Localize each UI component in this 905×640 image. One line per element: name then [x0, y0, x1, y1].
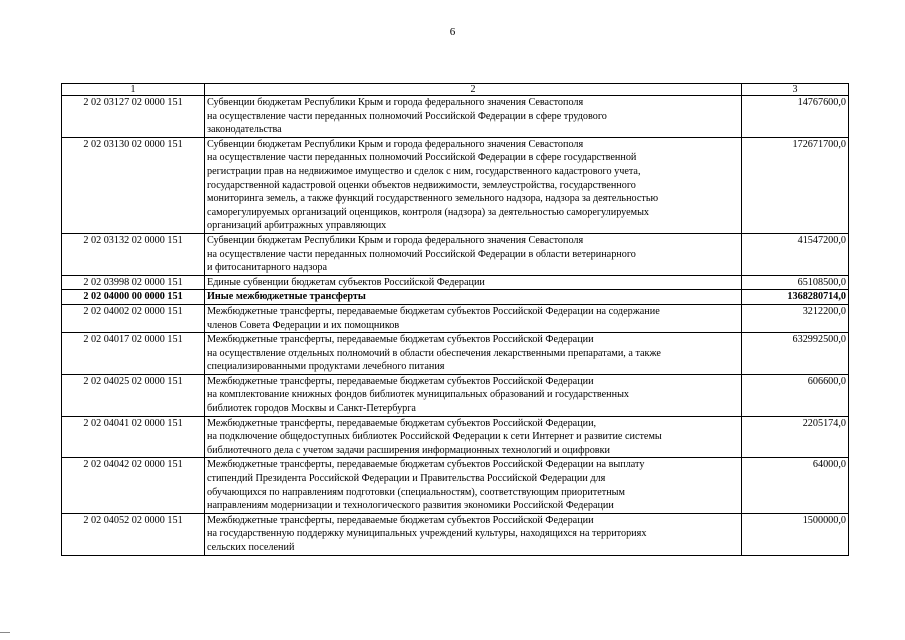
description-cell: Субвенции бюджетам Республики Крым и города федерального значения Севастополя на осуществление части переданных полномочий Российской Федерации в области ветеринарного и фитосанитарного надзора	[205, 233, 742, 275]
budget-code-cell: 2 02 04052 02 0000 151	[62, 513, 205, 555]
amount-cell: 65108500,0	[742, 275, 849, 290]
description-cell: Межбюджетные трансферты, передаваемые бюджетам субъектов Российской Федерации на комплектование книжных фондов библиотек муниципальных образований и государственных библиотек городов Москвы и Санкт-Петербурга	[205, 374, 742, 416]
description-cell: Субвенции бюджетам Республики Крым и города федерального значения Севастополя на осуществление части переданных полномочий Российской Федерации в сфере государственной регистрации прав на недвижимое имущество и сделок с ним, государственного кадастрового учета, государственной кадастровой оценки объектов недвижимости, землеустройства, государственного мониторинга земель, а также функций государственного земельного надзора, надзора за деятельностью саморегулируемых организаций оценщиков, контроля (надзора) за деятельностью саморегулируемых организаций арбитражных управляющих	[205, 137, 742, 233]
budget-code-cell: 2 02 04002 02 0000 151	[62, 304, 205, 332]
table-row	[62, 333, 849, 375]
amount-cell: 3212200,0	[742, 304, 849, 332]
budget-code-cell: 2 02 03127 02 0000 151	[62, 96, 205, 138]
table-row	[62, 233, 849, 275]
table-row	[62, 137, 849, 233]
table-row	[62, 304, 849, 332]
amount-cell: 1500000,0	[742, 513, 849, 555]
amount-cell: 14767600,0	[742, 96, 849, 138]
budget-code-cell: 2 02 04041 02 0000 151	[62, 416, 205, 458]
column-header-description: 2	[205, 84, 742, 96]
amount-cell: 632992500,0	[742, 333, 849, 375]
scan-edge-mark	[0, 632, 10, 633]
table-row	[62, 96, 849, 138]
description-cell: Межбюджетные трансферты, передаваемые бюджетам субъектов Российской Федерации на государственную поддержку муниципальных учреждений культуры, находящихся на территориях сельских поселений	[205, 513, 742, 555]
description-cell: Межбюджетные трансферты, передаваемые бюджетам субъектов Российской Федерации, на подключение общедоступных библиотек Российской Федерации к сети Интернет и развитие системы библиотечного дела с учетом задачи расширения информационных технологий и оцифровки	[205, 416, 742, 458]
description-cell: Межбюджетные трансферты, передаваемые бюджетам субъектов Российской Федерации на содержание членов Совета Федерации и их помощников	[205, 304, 742, 332]
description-cell: Единые субвенции бюджетам субъектов Российской Федерации	[205, 275, 742, 290]
amount-cell: 172671700,0	[742, 137, 849, 233]
budget-code-cell: 2 02 03130 02 0000 151	[62, 137, 205, 233]
table-row-section-total	[62, 290, 849, 305]
budget-code-cell: 2 02 03998 02 0000 151	[62, 275, 205, 290]
table-row	[62, 416, 849, 458]
budget-code-cell: 2 02 04025 02 0000 151	[62, 374, 205, 416]
amount-cell: 606600,0	[742, 374, 849, 416]
table-row	[62, 513, 849, 555]
description-cell: Межбюджетные трансферты, передаваемые бюджетам субъектов Российской Федерации на выплату стипендий Президента Российской Федерации и Правительства Российской Федерации для обучающихся по направлениям подготовки (специальностям), соответствующим приоритетным направлениям модернизации и технологического развития экономики Российской Федерации	[205, 458, 742, 513]
table-row	[62, 374, 849, 416]
budget-code-cell: 2 02 03132 02 0000 151	[62, 233, 205, 275]
description-cell: Межбюджетные трансферты, передаваемые бюджетам субъектов Российской Федерации на осуществление отдельных полномочий в области обеспечения лекарственными препаратами, а также специализированными продуктами лечебного питания	[205, 333, 742, 375]
budget-code-cell: 2 02 04042 02 0000 151	[62, 458, 205, 513]
budget-revenue-table	[61, 83, 849, 556]
budget-code-cell: 2 02 04000 00 0000 151	[62, 290, 205, 305]
amount-cell: 41547200,0	[742, 233, 849, 275]
description-cell: Субвенции бюджетам Республики Крым и города федерального значения Севастополя на осуществление части переданных полномочий Российской Федерации в сфере трудового законодательства	[205, 96, 742, 138]
amount-cell: 64000,0	[742, 458, 849, 513]
column-header-amount: 3	[742, 84, 849, 96]
table-body	[62, 96, 849, 556]
table-row	[62, 275, 849, 290]
amount-cell: 2205174,0	[742, 416, 849, 458]
table-row	[62, 458, 849, 513]
table-header-row	[62, 84, 849, 96]
column-header-code: 1	[62, 84, 205, 96]
description-cell: Иные межбюджетные трансферты	[205, 290, 742, 305]
page-number: 6	[449, 26, 456, 38]
amount-cell: 1368280714,0	[742, 290, 849, 305]
budget-code-cell: 2 02 04017 02 0000 151	[62, 333, 205, 375]
